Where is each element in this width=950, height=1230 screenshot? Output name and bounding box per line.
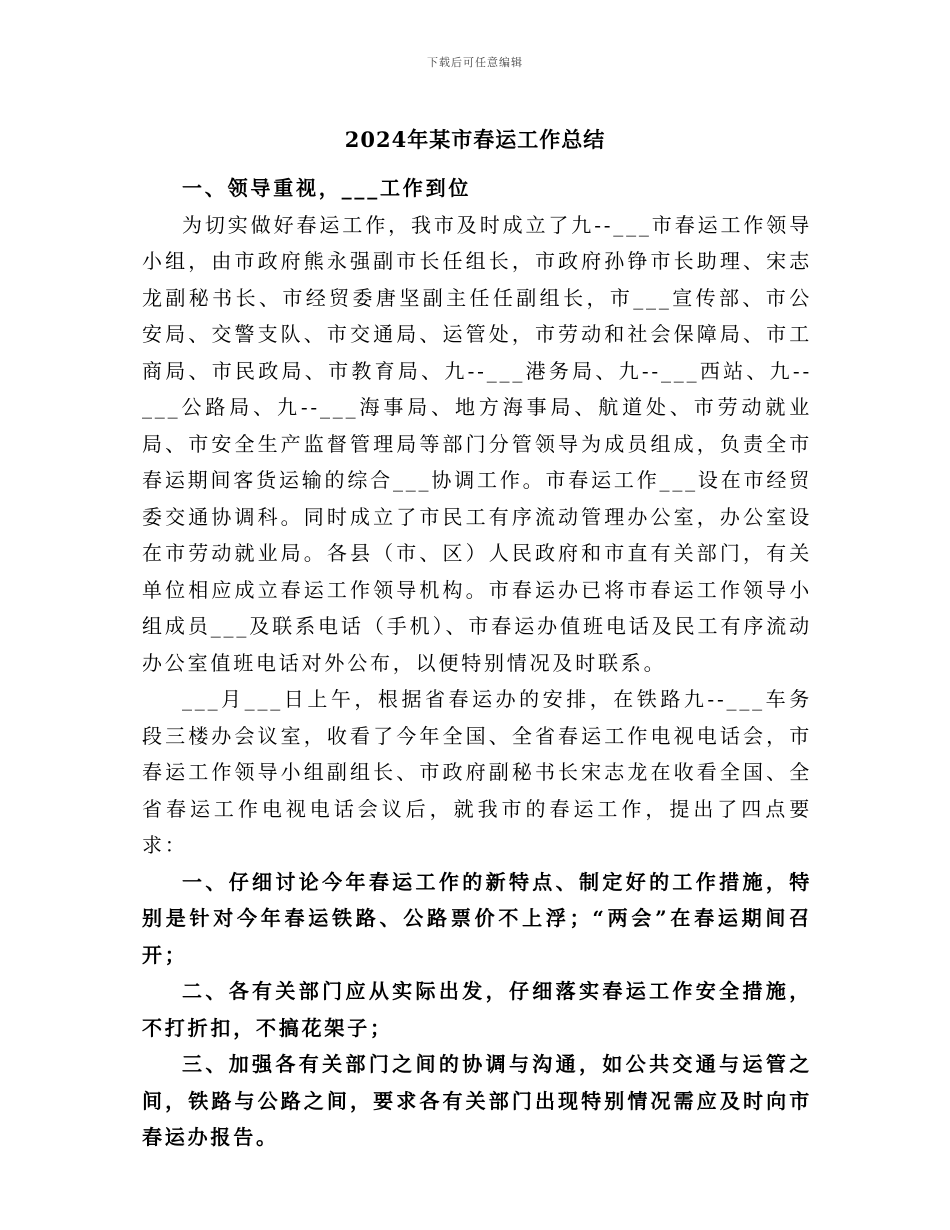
paragraph-leadership-group: 为切实做好春运工作，我市及时成立了九--___市春运工作领导小组，由市政府熊永强副市长任组长，市政府孙铮市长助理、宋志龙副秘书长、市经贸委唐坚副主任任副组长，市___宣传部、市公安局、交警支队、市交通局、运管处，市劳动和社会保障局、市工商局、市民政局、市教育局、九--___港务局、九--___西站、九--___公路局、九--___海事局、地方海事局、航道处、市劳动就业局、市安全生产监督管理局等部门分管领导为成员组成，负责全市春运期间客货运输的综合___协调工作。市春运工作___设在市经贸委交通协调科。同时成立了市民工有序流动管理办公室，办公室设在市劳动就业局。各县（市、区）人民政府和市直有关部门，有关单位相应成立春运工作领导机构。市春运办已将市春运工作领导小组成员___及联系电话（手机）、市春运办值班电话及民工有序流动办公室值班电话对外公布，以便特别情况及时联系。 — [142, 212, 812, 675]
requirement-item-1: 一、仔细讨论今年春运工作的新特点、制定好的工作措施，特别是针对今年春运铁路、公路票价不上浮；“两会”在春运期间召开； — [142, 869, 812, 967]
section-heading: 一、领导重视，___工作到位 — [182, 176, 472, 200]
document-body — [142, 170, 812, 1156]
requirement-item-3: 三、加强各有关部门之间的协调与沟通，如公共交通与运管之间，铁路与公路之间，要求各有关部门出现特别情况需应及时向市春运办报告。 — [142, 1052, 812, 1149]
paragraph-meeting: ___月___日上午，根据省春运办的安排，在铁路九--___车务段三楼办会议室，收看了今年全国、全省春运工作电视电话会，市春运工作领导小组副组长、市政府副秘书长宋志龙在收看全国、全省春运工作电视电话会议后，就我市的春运工作，提出了四点要求： — [142, 687, 812, 857]
header-note: 下载后可任意编辑 — [427, 56, 523, 69]
requirement-item-2: 二、各有关部门应从实际出发，仔细落实春运工作安全措施，不打折扣，不搞花架子； — [142, 979, 812, 1040]
document-title: 2024年某市春运工作总结 — [344, 127, 606, 152]
